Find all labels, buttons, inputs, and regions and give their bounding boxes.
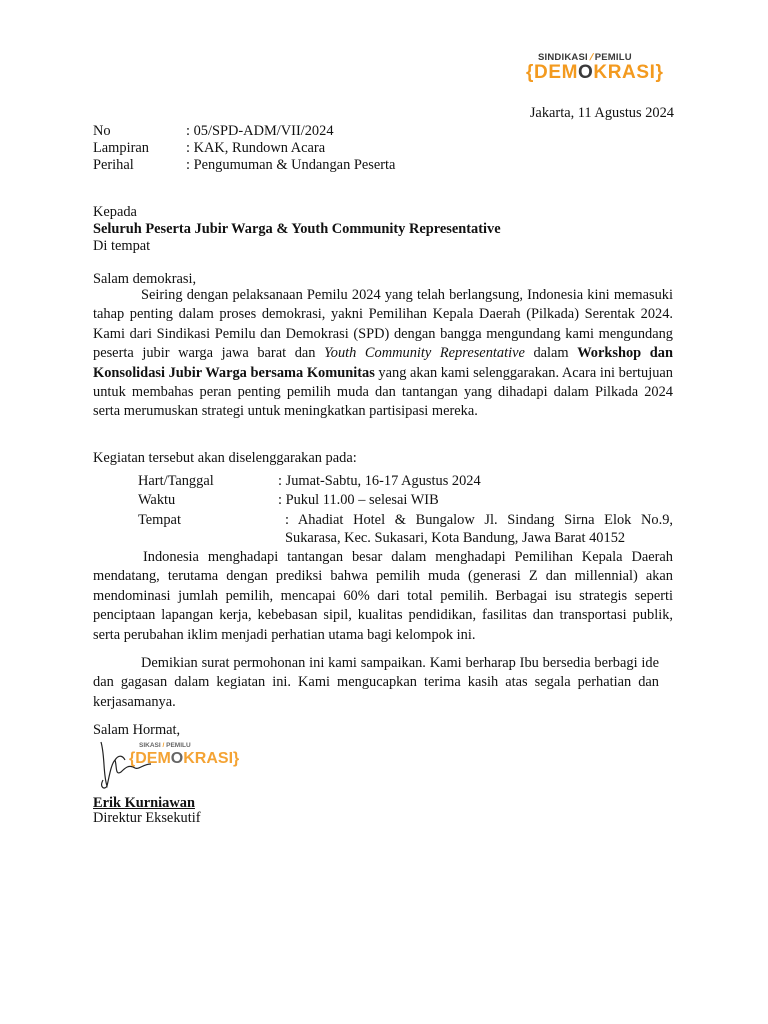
schedule-time-label: Waktu (138, 492, 176, 508)
meta-value-no: : 05/SPD-ADM/VII/2024 (186, 123, 334, 139)
stamp-o: O (170, 750, 184, 767)
signer-name: Erik Kurniawan (93, 795, 195, 811)
logo-wordmark-part: KRASI} (593, 62, 664, 83)
meta-value-perihal: : Pengumuman & Undangan Peserta (186, 157, 396, 173)
body-text: yang akan kami selenggarakan. Acara ini bertujuan untuk membahas peran penting pemilih muda dan tantangan yang dihadapi dalam Pilkada 2024 serta merumuskan strategi untuk meningkatkan partisipasi mereka. (93, 364, 673, 420)
letter-date: Jakarta, 11 Agustus 2024 (529, 105, 674, 121)
schedule-place-value-2: Sukarasa, Kec. Sukasari, Kota Bandung, Jawa Barat 40152 (285, 530, 626, 546)
logo-wordmark-part: {DEM (526, 62, 579, 83)
recipient-place: Di tempat (93, 238, 151, 254)
schedule-place-label: Tempat (138, 512, 181, 528)
pen-icon: / (587, 52, 595, 63)
body-text: Seiring dengan pelaksanaan Pemilu 2024 yang telah berlangsung, Indonesia kini memasuki tahap penting dalam proses demokrasi, yakni Pemilihan Kepala Daerah (Pilkada) Serentak 2024. Kami dari Sindikasi Pemilu dan Demokrasi (SPD) dengan bangga mengundang kami mengundang peserta jubir warga jawa barat dan (93, 287, 673, 362)
closing: Salam Hormat, (93, 722, 181, 738)
schedule-day-value: : Jumat-Sabtu, 16-17 Agustus 2024 (278, 473, 481, 489)
body-text: dalam (524, 345, 578, 362)
logo-wordmark-o: O (578, 62, 594, 83)
body-paragraph-3: Demikian surat permohonan ini kami sampaikan. Kami berharap Ibu bersedia berbagi ide dan gagasan dalam kegiatan ini. Kami mengucapkan terima kasih atas segala perhatian dan kerjasamanya. (93, 655, 659, 710)
body-paragraph-1 (93, 286, 673, 422)
recipient-name: Seluruh Peserta Jubir Warga & Youth Community Representative (93, 221, 501, 237)
letterhead-logo (526, 52, 686, 88)
stamp-tagline: SIKASI / PEMILU (139, 742, 191, 749)
schedule-time-value: : Pukul 11.00 – selesai WIB (278, 492, 439, 508)
salutation: Salam demokrasi, (93, 271, 197, 287)
logo-wordmark (526, 62, 664, 84)
meta-label-perihal: Perihal (93, 157, 134, 173)
meta-label-no: No (93, 123, 111, 139)
recipient-kepada: Kepada (93, 204, 137, 220)
stamp-word: PEMILU (166, 742, 191, 749)
signature (93, 732, 243, 792)
stamp-part: {DEM (129, 750, 171, 767)
signer-title: Direktur Eksekutif (93, 810, 201, 826)
event-name: Workshop dan Konsolidasi Jubir Warga bersama Komunitas (93, 345, 673, 381)
body-emphasis: Youth Community Representative (324, 345, 525, 362)
stamp-part: KRASI} (183, 750, 240, 767)
stamp-word: SIKASI (139, 742, 161, 749)
logo-word-sindikasi: SINDIKASI (538, 52, 588, 63)
schedule-place-value-1: : Ahadiat Hotel & Bungalow Jl. Sindang Sirna Elok No.9, (285, 512, 673, 528)
body-paragraph-2: Indonesia menghadapi tantangan besar dalam menghadapi Pemilihan Kepala Daerah mendatang, terutama dengan prediksi bahwa pemilih muda (generasi Z dan millennial) akan mendominasi jumlah pemilih, mencapai 60% dari total pemilih. Berbagai isu strategis seperti penciptaan lapangan kerja, kebebasan sipil, kualitas pendidikan, fasilitas dan transportasi publik, serta perubahan iklim menjadi perhatian utama bagi kelompok ini. (93, 549, 673, 643)
schedule-day-label: Hart/Tanggal (138, 473, 214, 489)
logo-word-pemilu: PEMILU (594, 52, 632, 63)
stamp-wordmark (129, 750, 239, 768)
meta-label-lampiran: Lampiran (93, 140, 149, 156)
schedule-intro: Kegiatan tersebut akan diselenggarakan pada: (93, 450, 357, 466)
meta-value-lampiran: : KAK, Rundown Acara (186, 140, 326, 156)
